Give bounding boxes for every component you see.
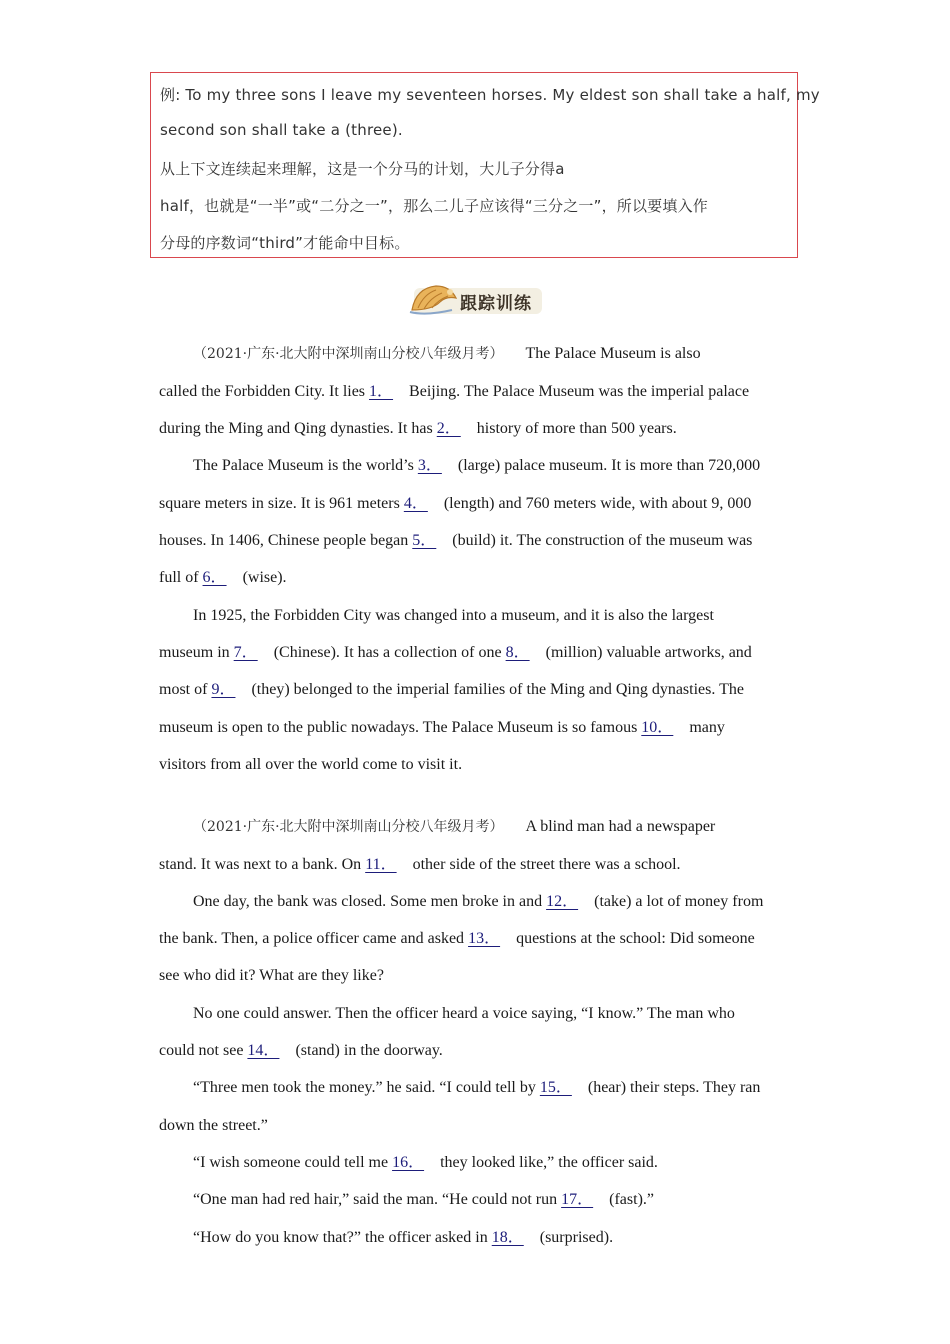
blank-13[interactable]: 13． (468, 930, 501, 947)
passage-text: (length) and 760 meters wide, with about 9, 000 (439, 495, 752, 512)
passage2-line (193, 1228, 613, 1248)
example-line: 分母的序数词“third”才能命中目标。 (160, 234, 410, 252)
passage-text: The Palace Museum is the world’s (193, 457, 418, 474)
passage-text: history of more than 500 years. (472, 420, 677, 437)
passage-text: “How do you know that?” the officer asked in (193, 1229, 492, 1246)
passage1-line (159, 568, 287, 588)
passage1-line (159, 382, 749, 402)
passage-text: the bank. Then, a police officer came and asked (159, 930, 469, 947)
passage-text: many (685, 719, 725, 736)
passage1-line: In 1925, the Forbidden City was changed into a museum, and it is also the largest (193, 607, 714, 624)
passage2-line (193, 1078, 760, 1098)
passage2-line: see who did it? What are they like? (159, 967, 384, 984)
passage2-line (159, 1041, 443, 1061)
passage2-line (193, 892, 763, 912)
passage2-line (193, 1153, 658, 1173)
blank-14[interactable]: 14． (247, 1042, 280, 1059)
passage1-line (159, 643, 752, 663)
passage-text: (surprised). (535, 1229, 614, 1246)
blank-18[interactable]: 18． (491, 1229, 524, 1246)
blank-12[interactable]: 12． (546, 893, 579, 910)
banner-title: 跟踪训练 (460, 294, 532, 314)
passage-text: questions at the school: Did someone (512, 930, 755, 947)
passage2-line: down the street.” (159, 1117, 268, 1134)
passage-text: One day, the bank was closed. Some men broke in and (193, 893, 547, 910)
passage-text: (hear) their steps. They ran (583, 1079, 761, 1096)
blank-7[interactable]: 7． (233, 644, 258, 661)
passage-text: Beijing. The Palace Museum was the imperial palace (405, 383, 750, 400)
passage-text: museum is open to the public nowadays. The Palace Museum is so famous (159, 719, 642, 736)
passage1-line (159, 680, 744, 700)
passage2-line: No one could answer. Then the officer heard a voice saying, “I know.” The man who (193, 1005, 735, 1022)
passage-text: most of (159, 681, 212, 698)
example-box (150, 72, 820, 258)
passage1-line (159, 344, 701, 364)
passage-text: (fast).” (605, 1191, 654, 1208)
blank-3[interactable]: 3． (417, 457, 442, 474)
blank-10[interactable]: 10． (641, 719, 674, 736)
blank-8[interactable]: 8． (505, 644, 530, 661)
blank-15[interactable]: 15． (539, 1079, 572, 1096)
blank-17[interactable]: 17． (561, 1191, 594, 1208)
passage-text: museum in (159, 644, 234, 661)
passage-text: full of (159, 569, 203, 586)
example-line: second son shall take a (three). (160, 121, 403, 139)
passage-text: “I wish someone could tell me (193, 1154, 393, 1171)
blank-16[interactable]: 16． (392, 1154, 425, 1171)
passage1-line (159, 531, 752, 551)
passage-text: houses. In 1406, Chinese people began (159, 532, 413, 549)
passage-text: could not see (159, 1042, 248, 1059)
blank-11[interactable]: 11． (365, 856, 397, 873)
passage2-line (159, 929, 755, 949)
section-banner (406, 280, 544, 320)
blank-2[interactable]: 2． (436, 420, 461, 437)
passage-text: A blind man had a newspaper (525, 818, 716, 835)
passage-text: square meters in size. It is 961 meters (159, 495, 404, 512)
passage1-line: visitors from all over the world come to visit it. (159, 756, 463, 773)
passage-text: The Palace Museum is also (525, 345, 701, 362)
passage1-line (159, 718, 725, 738)
passage-text: (build) it. The construction of the museum was (448, 532, 753, 549)
passage-text: (large) palace museum. It is more than 720,000 (453, 457, 761, 474)
blank-4[interactable]: 4． (403, 495, 428, 512)
passage-text: (million) valuable artworks, and (541, 644, 752, 661)
passage1-line (159, 419, 677, 439)
passage2-source: （2021·广东·北大附中深圳南山分校八年级月考） (193, 819, 504, 835)
passage1-line (159, 494, 751, 514)
passage-text: other side of the street there was a school. (408, 856, 681, 873)
passage-text: (wise). (238, 569, 287, 586)
passage1-source: （2021·广东·北大附中深圳南山分校八年级月考） (193, 346, 504, 362)
passage1-line (193, 456, 760, 476)
passage-text: (they) belonged to the imperial families of the Ming and Qing dynasties. The (247, 681, 744, 698)
passage-text: called the Forbidden City. It lies (159, 383, 370, 400)
passage-text: “Three men took the money.” he said. “I could tell by (193, 1079, 540, 1096)
passage-text: they looked like,” the officer said. (436, 1154, 658, 1171)
passage-text: “One man had red hair,” said the man. “He could not run (193, 1191, 562, 1208)
passage2-line (159, 855, 681, 875)
blank-5[interactable]: 5． (412, 532, 437, 549)
shell-icon (406, 280, 462, 320)
blank-6[interactable]: 6． (202, 569, 227, 586)
passage-text: (take) a lot of money from (590, 893, 764, 910)
passage-text: stand. It was next to a bank. On (159, 856, 366, 873)
blank-9[interactable]: 9． (211, 681, 236, 698)
passage2-line (159, 817, 715, 837)
passage-text: (stand) in the doorway. (291, 1042, 443, 1059)
example-line: half，也就是“一半”或“二分之一”，那么二儿子应该得“三分之一”，所以要填入作 (160, 197, 708, 215)
example-line: 例: To my three sons I leave my seventeen horses. My eldest son shall take a half, my (160, 86, 820, 104)
passage-text: (Chinese). It has a collection of one (269, 644, 506, 661)
blank-1[interactable]: 1． (369, 383, 394, 400)
example-line: 从上下文连续起来理解，这是一个分马的计划，大儿子分得a (160, 160, 565, 178)
passage-text: during the Ming and Qing dynasties. It has (159, 420, 437, 437)
passage2-line (193, 1190, 654, 1210)
